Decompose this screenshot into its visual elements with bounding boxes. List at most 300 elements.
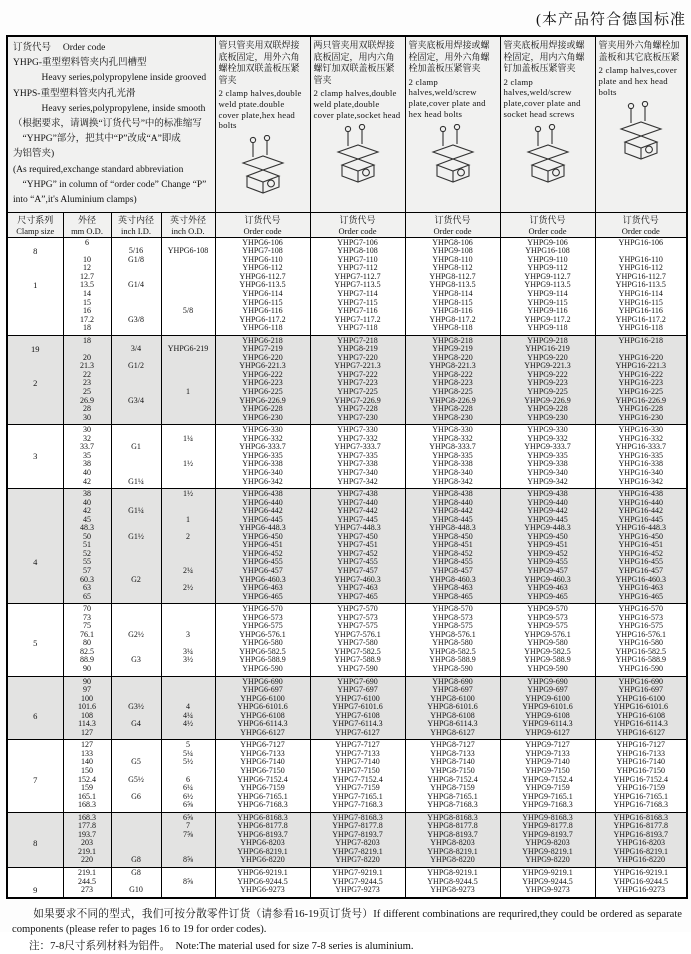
table-value: YHPG9-113.5 <box>524 280 571 290</box>
table-value: YHPG9-108 <box>432 246 473 256</box>
table-value: YHPG6-450 <box>242 531 283 541</box>
table-value: YHPG9-6100 <box>525 693 570 703</box>
order-code-cell-yhpg6 <box>215 604 310 676</box>
table-value: YHPG16-117.2 <box>615 314 666 324</box>
table-value: YHPG6-7165.1 <box>237 791 288 801</box>
table-value: YHPG16-576.1 <box>615 629 666 639</box>
table-value: YHPG6-333.7 <box>239 442 286 452</box>
table-value: YHPG6-7168.3 <box>237 800 288 810</box>
order-code-cell-yhpg8 <box>405 425 500 489</box>
intro-line: Heavy series,polypropylene inside grooved <box>13 73 207 84</box>
table-value: YHPG9-223 <box>527 378 568 388</box>
table-value: YHPG8-222 <box>432 369 473 379</box>
clamp-type-text-zh: 管夹底板用焊接或螺栓固定，用外六角螺栓加盖板压紧管夹 <box>408 40 490 73</box>
table-value: YHPG8-7150 <box>430 766 475 775</box>
table-value: YHPG8-588.9 <box>429 655 476 665</box>
table-value: 168.3 <box>78 812 96 822</box>
table-value <box>112 686 161 695</box>
table-value: YHPG6-118 <box>242 323 283 333</box>
table-value <box>162 678 215 687</box>
table-value: YHPG9-7133 <box>525 748 570 758</box>
table-value: YHPG6-226.9 <box>239 395 286 405</box>
table-value: YHPG16-230 <box>618 412 663 422</box>
table-value: 30 <box>83 412 91 422</box>
table-value: YHPG7-582.5 <box>334 646 381 656</box>
table-value: YHPG9-230 <box>527 412 568 422</box>
table-value <box>8 435 63 444</box>
clamp-size-cell <box>7 868 63 898</box>
table-value: YHPG6-9244.5 <box>237 876 288 886</box>
order-code-cell-yhpg7 <box>310 604 405 676</box>
table-value <box>8 307 63 316</box>
clamp-size-cell <box>7 676 63 740</box>
table-value: 8 <box>33 838 38 849</box>
table-value: YHPG9-6114.3 <box>522 719 573 729</box>
table-value: YHPG6-582.5 <box>239 646 286 656</box>
table-value: YHPG16-575 <box>618 621 663 631</box>
table-value: YHPG9-115 <box>527 297 568 307</box>
table-value: YHPG6-588.9 <box>239 655 286 665</box>
table-value: YHPG16-451 <box>618 540 663 550</box>
table-value <box>162 614 215 623</box>
table-value: YHPG9-570 <box>527 604 568 614</box>
table-value: YHPG7-440 <box>337 497 378 507</box>
table-value: YHPG8-112 <box>432 263 473 273</box>
order-code-cell-yhpg16 <box>595 676 687 740</box>
table-value <box>112 678 161 687</box>
table-value: YHPG7-9219.1 <box>332 868 383 878</box>
column-header-en: Order code <box>243 225 282 236</box>
table-value: 165.1 <box>78 791 96 801</box>
table-value: YHPG6-438 <box>242 489 283 499</box>
table-value <box>162 886 215 895</box>
table-value: YHPG6-115 <box>242 297 283 307</box>
table-value <box>112 839 161 848</box>
od-mm-cell <box>63 237 111 335</box>
table-value: YHPG7-6100 <box>335 693 380 703</box>
table-value: YHPG16-573 <box>618 612 663 622</box>
table-value: 8⅝ <box>183 855 193 865</box>
table-value: YHPG8-220 <box>432 352 473 362</box>
table-value <box>8 584 63 593</box>
table-value <box>112 558 161 567</box>
table-value: YHPG8-7133 <box>430 748 475 758</box>
table-value: YHPG7-450 <box>337 531 378 541</box>
table-value <box>162 593 215 602</box>
table-value: 38 <box>83 489 91 499</box>
table-value: YHPG7-222 <box>337 369 378 379</box>
table-value: YHPG9-333.7 <box>524 442 571 452</box>
table-value: YHPG9-8168.3 <box>522 812 573 822</box>
table-value <box>112 414 161 423</box>
table-value: 5½ <box>183 757 193 767</box>
table-value: YHPG7-116 <box>337 306 378 316</box>
table-value: YHPG6-697 <box>242 685 283 695</box>
table-value <box>162 839 215 848</box>
table-value <box>8 848 63 857</box>
table-value: 108 <box>81 710 93 720</box>
table-value: YHPG16-457 <box>618 565 663 575</box>
table-value: YHPG16-218 <box>618 335 663 345</box>
table-value: YHPG16-228 <box>618 404 663 414</box>
table-value: 3¼ <box>183 646 193 656</box>
table-value: YHPG16-118 <box>618 323 663 333</box>
clamp-type-desc-yhpg9 <box>500 36 595 213</box>
table-value: 51 <box>83 540 91 550</box>
table-value: YHPG9-580 <box>527 638 568 648</box>
inch-id-cell <box>111 425 161 489</box>
inch-id-cell <box>111 812 161 867</box>
table-value: YHPG7-7168.3 <box>332 800 383 810</box>
table-value: YHPG6-8220 <box>240 855 285 865</box>
table-value: YHPG8-8193.7 <box>427 829 478 839</box>
table-value: YHPG16-108 <box>525 246 570 256</box>
table-value: 219.1 <box>78 846 96 856</box>
table-value <box>8 614 63 623</box>
table-value: 5¼ <box>183 748 193 758</box>
table-value <box>8 750 63 759</box>
table-value: YHPG16-114 <box>618 289 663 299</box>
column-header-5 <box>310 213 405 238</box>
table-value: YHPG7-455 <box>337 557 378 567</box>
table-value <box>8 822 63 831</box>
table-value: YHPG7-8220 <box>335 855 380 865</box>
table-value: YHPG9-7159 <box>525 783 570 793</box>
table-value: YHPG16-440 <box>618 497 663 507</box>
table-value: 18 <box>83 335 91 345</box>
table-value: 8 <box>33 246 38 257</box>
table-value: YHPG16-570 <box>618 604 663 614</box>
table-value: YHPG9-220 <box>527 352 568 362</box>
table-value: YHPG16-6114.3 <box>613 719 668 729</box>
table-value: YHPG6-112.7 <box>239 271 286 281</box>
table-value: YHPG8-7165.1 <box>427 791 478 801</box>
table-value: YHPG9-6127 <box>525 727 570 737</box>
table-value: YHPG8-465 <box>432 591 473 601</box>
table-value: YHPG7-6101.6 <box>332 702 383 712</box>
inch-id-cell <box>111 604 161 676</box>
table-value: 57 <box>83 565 91 575</box>
table-value: YHPG8-9219.1 <box>427 868 478 878</box>
table-value: YHPG16-438 <box>618 489 663 499</box>
table-value: YHPG8-225 <box>432 387 473 397</box>
table-value: YHPG7-8203 <box>335 838 380 848</box>
footnote-material: 注：7-8尺寸系列材料为铝件。 Note:The material used for size 7-8 series is aluminium. <box>28 940 414 952</box>
table-value: YHPG7-108 <box>242 246 283 256</box>
table-value: 5/8 <box>182 306 194 316</box>
table-value: YHPG7-220 <box>337 352 378 362</box>
table-value <box>112 264 161 273</box>
table-value: YHPG8-330 <box>432 425 473 435</box>
table-value: G1¼ <box>128 476 144 486</box>
order-code-cell-yhpg7 <box>310 489 405 604</box>
table-value: 40 <box>83 497 91 507</box>
table-value <box>162 324 215 333</box>
table-value <box>8 678 63 687</box>
order-code-cell-yhpg9 <box>500 676 595 740</box>
table-value: YHPG7-115 <box>337 297 378 307</box>
table-value: 42 <box>83 476 91 486</box>
table-value: YHPG7-112.7 <box>334 271 381 281</box>
table-value: YHPG16-225 <box>618 387 663 397</box>
table-value: YHPG8-8219.1 <box>427 846 478 856</box>
column-header-zh: 英寸外径 <box>169 215 206 226</box>
column-header-en: Order code <box>338 225 377 236</box>
table-value <box>8 426 63 435</box>
inch-id-cell <box>111 676 161 740</box>
table-value: YHPG8-223 <box>432 378 473 388</box>
table-value: YHPG8-460.3 <box>429 574 476 584</box>
table-value: 82.5 <box>80 646 94 656</box>
inch-od-cell <box>161 489 215 604</box>
column-header-zh: 订货代号 <box>339 215 376 226</box>
table-value: YHPG9-7127 <box>525 740 570 750</box>
table-value: 90 <box>83 663 91 673</box>
table-value: YHPG8-7127 <box>430 740 475 750</box>
table-value: YHPG8-110 <box>432 254 473 264</box>
table-value: YHPG6-575 <box>242 621 283 631</box>
table-value <box>8 622 63 631</box>
table-value: 7 <box>33 774 38 785</box>
order-code-cell-yhpg9 <box>500 604 595 676</box>
table-value: YHPG6-225 <box>242 387 283 397</box>
table-value: YHPG9-455 <box>527 557 568 567</box>
table-value: 70 <box>83 604 91 614</box>
table-value: 4 <box>186 702 190 712</box>
table-value <box>8 388 63 397</box>
table-value: YHPG16-8193.7 <box>613 829 668 839</box>
page-title: (本产品符合德国标准 <box>536 12 686 28</box>
table-value: YHPG16-7140 <box>616 757 665 767</box>
order-code-cell-yhpg16 <box>595 335 687 424</box>
table-value: YHPG8-575 <box>432 621 473 631</box>
table-value: 177.8 <box>78 821 96 831</box>
table-value: YHPG16-333.7 <box>615 442 666 452</box>
table-value: YHPG16-219 <box>525 344 570 354</box>
table-value: YHPG6-9273 <box>240 885 285 895</box>
table-value: YHPG16-6108 <box>616 710 665 720</box>
table-value: 1 <box>186 514 190 524</box>
clamp-drawing <box>409 124 497 191</box>
table-value: G10 <box>129 885 143 895</box>
clamp-type-desc-yhpg6 <box>215 36 310 213</box>
table-value: G6 <box>131 791 141 801</box>
footnote-combinations: 如果要求不同的型式，我们可按分散零件订货（请参看16-19页订货号）If different combinations are requrired,they could be ordered as separate components (please refer to pages 16 to 19 for order codes). <box>12 908 682 936</box>
column-header-0 <box>7 213 63 238</box>
order-code-cell-yhpg16 <box>595 425 687 489</box>
table-value: YHPG9-438 <box>527 489 568 499</box>
table-value: YHPG7-118 <box>337 323 378 333</box>
table-value: YHPG9-450 <box>527 531 568 541</box>
table-value: YHPG7-228 <box>337 404 378 414</box>
table-value: G3/8 <box>128 314 144 324</box>
table-value: YHPG7-338 <box>337 459 378 469</box>
table-value: YHPG16-690 <box>618 676 663 686</box>
table-value: YHPG8-8203 <box>430 838 475 848</box>
table-value: YHPG6-6108 <box>240 710 285 720</box>
table-value: YHPG9-440 <box>527 497 568 507</box>
table-value: YHPG6-222 <box>242 369 283 379</box>
table-value: 10 <box>83 254 91 264</box>
table-value: YHPG7-463 <box>337 583 378 593</box>
order-code-cell-yhpg16 <box>595 868 687 898</box>
table-value: YHPG16-442 <box>618 506 663 516</box>
order-code-cell-yhpg7 <box>310 425 405 489</box>
table-value: YHPG16-112 <box>618 263 663 273</box>
table-value <box>8 405 63 414</box>
inch-od-cell <box>161 812 215 867</box>
column-header-en: Clamp size <box>16 225 55 236</box>
table-value: YHPG9-445 <box>527 514 568 524</box>
intro-line: 为铝管夹) <box>13 149 55 160</box>
od-mm-cell <box>63 676 111 740</box>
od-mm-cell <box>63 812 111 867</box>
table-value: YHPG9-106 <box>527 237 568 247</box>
table-value <box>8 499 63 508</box>
table-value: 33.7 <box>80 442 94 452</box>
table-value: YHPG6-6127 <box>240 727 285 737</box>
table-value: YHPG8-580 <box>432 638 473 648</box>
column-header-1 <box>63 213 111 238</box>
table-value: 150 <box>81 766 93 775</box>
table-value: YHPG9-9273 <box>525 885 570 895</box>
table-value: YHPG6-590 <box>242 663 283 673</box>
table-value: YHPG8-113.5 <box>429 280 476 290</box>
table-value: YHPG6-330 <box>242 425 283 435</box>
table-value: YHPG8-570 <box>432 604 473 614</box>
table-value <box>112 593 161 602</box>
table-value: YHPG6-220 <box>242 352 283 362</box>
table-value: YHPG9-116 <box>527 306 568 316</box>
table-value: YHPG9-338 <box>527 459 568 469</box>
table-value <box>8 316 63 325</box>
table-value: YHPG16-6101.6 <box>613 702 668 712</box>
table-value: 159 <box>81 783 93 793</box>
table-value <box>8 605 63 614</box>
table-value: YHPG8-452 <box>432 548 473 558</box>
table-value: 1¼ <box>183 433 193 443</box>
size-group-row-6 <box>7 740 687 812</box>
table-value: YHPG6-570 <box>242 604 283 614</box>
table-value: G8 <box>131 868 141 878</box>
table-value: 193.7 <box>78 829 96 839</box>
table-value: YHPG7-590 <box>337 663 378 673</box>
table-value: YHPG6-463 <box>242 583 283 593</box>
clamp-type-text-en: 2 clamp halves,cover plate and hex head bolts <box>598 65 677 97</box>
table-value <box>162 362 215 371</box>
order-code-table <box>6 35 688 899</box>
table-value: G1/8 <box>128 254 144 264</box>
table-value: YHPG6-448.3 <box>239 523 286 533</box>
table-value: YHPG6-230 <box>242 412 283 422</box>
column-header-zh: 英寸内径 <box>117 215 154 226</box>
table-value: YHPG6-332 <box>242 433 283 443</box>
table-value <box>8 758 63 767</box>
table-value: G3 <box>131 655 141 665</box>
table-value: YHPG16-7150 <box>616 766 665 775</box>
size-group-row-5 <box>7 676 687 740</box>
table-value: 14 <box>83 289 91 299</box>
table-value: 4½ <box>183 719 193 729</box>
table-value <box>162 478 215 487</box>
table-value: YHPG16-7165.1 <box>613 791 668 801</box>
clamp-drawing <box>599 101 684 168</box>
table-value: YHPG7-7133 <box>335 748 380 758</box>
table-value: 2¼ <box>183 565 193 575</box>
table-value: YHPG8-116 <box>432 306 473 316</box>
table-value <box>8 793 63 802</box>
table-value: 16 <box>83 306 91 316</box>
order-code-cell-yhpg6 <box>215 425 310 489</box>
table-value <box>8 524 63 533</box>
size-group-row-4 <box>7 604 687 676</box>
table-value: 23 <box>83 378 91 388</box>
table-value: YHPG7-438 <box>337 489 378 499</box>
order-code-cell-yhpg16 <box>595 604 687 676</box>
clamp-drawing <box>504 124 592 191</box>
table-value: 40 <box>83 467 91 477</box>
table-value: YHPG6-116 <box>242 306 283 316</box>
table-value: YHPG16-8177.8 <box>613 821 668 831</box>
table-value: YHPG9-451 <box>527 540 568 550</box>
table-value: YHPG9-226.9 <box>524 395 571 405</box>
table-value: YHPG16-463 <box>618 583 663 593</box>
table-value: 1½ <box>183 489 193 499</box>
table-value: YHPG6-9219.1 <box>237 868 288 878</box>
table-value: YHPG9-8193.7 <box>522 829 573 839</box>
column-header-zh: 尺寸系列 <box>17 215 54 226</box>
table-value <box>8 741 63 750</box>
od-mm-cell <box>63 604 111 676</box>
table-value: YHPG8-573 <box>432 612 473 622</box>
table-value: YHPG8-576.1 <box>429 629 476 639</box>
clamp-type-text-en: 2 clamp halves,double weld ptate.double cover plate,hex head bolts <box>218 88 302 131</box>
clamp-assembly-drawing-icon <box>333 124 383 186</box>
table-value <box>162 605 215 614</box>
table-value: YHPG8-450 <box>432 531 473 541</box>
table-value <box>112 405 161 414</box>
table-value <box>112 490 161 499</box>
clamp-assembly-drawing-icon <box>616 101 666 163</box>
table-value <box>162 354 215 363</box>
table-value: YHPG6-7133 <box>240 748 285 758</box>
table-value: YHPG7-451 <box>337 540 378 550</box>
table-value <box>162 686 215 695</box>
intro-line: YHPS-重型塑料管夹内孔光滑 <box>13 88 136 99</box>
table-value <box>112 584 161 593</box>
order-code-cell-yhpg9 <box>500 868 595 898</box>
intro-block <box>7 36 215 213</box>
table-value: YHPG8-442 <box>432 506 473 516</box>
column-header-row <box>7 213 687 238</box>
table-value: YHPG8-6114.3 <box>427 719 478 729</box>
table-value <box>112 426 161 435</box>
table-value <box>8 720 63 729</box>
table-value: 3 <box>33 450 38 461</box>
table-value: YHPG9-590 <box>527 663 568 673</box>
table-value: YHPG6-8219.1 <box>237 846 288 856</box>
table-value: YHPG8-226.9 <box>429 395 476 405</box>
table-value: YHPG6-8177.8 <box>237 821 288 831</box>
table-value <box>8 593 63 602</box>
table-value: YHPG6-335 <box>242 450 283 460</box>
table-value: G5 <box>131 757 141 767</box>
table-value: YHPG16-113.5 <box>615 280 666 290</box>
table-value: 26.9 <box>80 395 94 405</box>
od-mm-cell <box>63 868 111 898</box>
order-code-cell-yhpg8 <box>405 868 500 898</box>
table-value: YHPG16-590 <box>618 663 663 673</box>
